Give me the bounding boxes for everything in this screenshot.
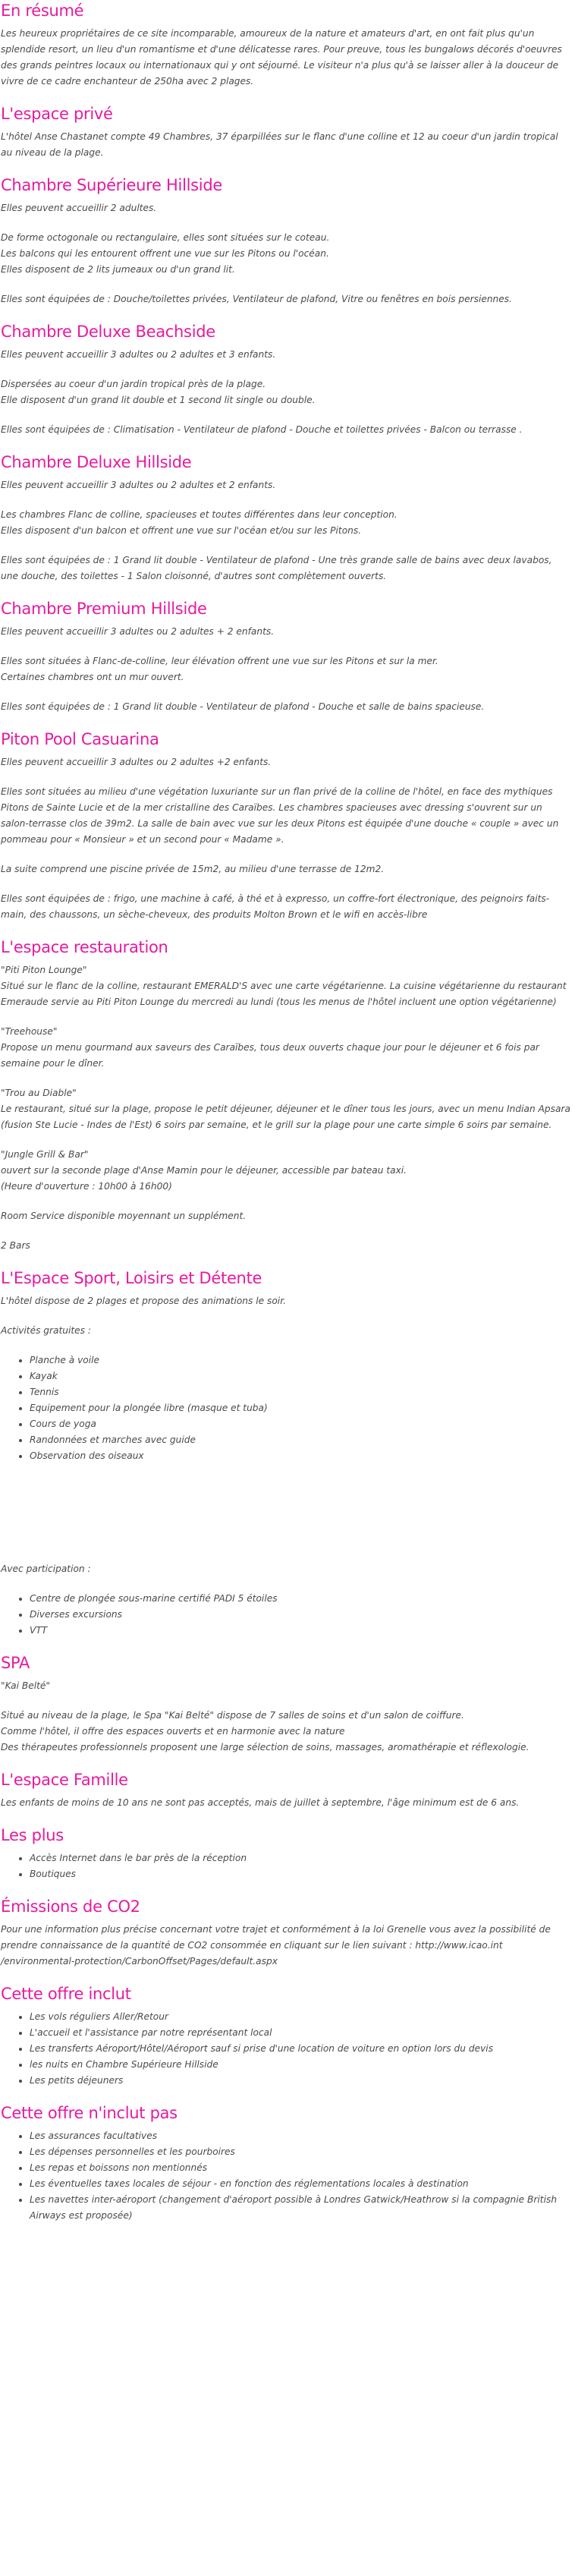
section-heading: SPA [1,1654,30,1672]
list-item: • Les dépenses personnelles et les pourboires [30,2144,571,2160]
paragraph: L'hôtel dispose de 2 plages et propose des animations le soir. [1,1296,286,1306]
paragraph: Les heureux propriétaires de ce site incomparable, amoureux de la nature et amateurs d'art, en ont fait plus qu'un splendide resort, un lieu d'un romantisme et d'une délicatesse rares. Pour preuve, tous les bungalows décorés d'oeuvres des grands peintres locaux ou internationaux qui y ont séjourné. Le visiteur n'a plus qu'à se laisser aller à la douceur de vivre de ce cadre enchanteur de 250ha avec 2 plages. [1,28,562,87]
list-item: • Les éventuelles taxes locales de séjour - en fonction des réglementations locales à destination [30,2176,571,2192]
paragraph: Elles peuvent accueillir 3 adultes ou 2 adultes + 2 enfants. [1,626,275,637]
section-chambre-deluxe-beachside [1,321,571,438]
bullet-list [1,2009,571,2089]
paragraph: "Jungle Grill & Bar" ouvert sur la seconde plage d'Anse Mamin pour le déjeuner, accessible par bateau taxi. (Heure d'ouverture : 10h00 à 16h00) [1,1149,407,1192]
section-heading: Chambre Deluxe Beachside [1,323,215,341]
paragraph: Elles sont équipées de : Douche/toilettes privées, Ventilateur de plafond, Vitre ou fenêtres en bois persiennes. [1,294,513,304]
paragraph: Les enfants de moins de 10 ans ne sont pas acceptés, mais de juillet à septembre, l'âge minimum est de 6 ans. [1,1797,520,1808]
section-chambre-superieure-hillside [1,175,571,307]
paragraph: Elles peuvent accueillir 3 adultes ou 2 adultes et 2 enfants. [1,480,276,490]
list-item: • les nuits en Chambre Supérieure Hillside [30,2057,571,2073]
section-heading: Les plus [1,1826,64,1844]
list-item: • Centre de plongée sous-marine certifié PADI 5 étoiles [30,1591,571,1607]
paragraph: 2 Bars [1,1240,30,1251]
list-item: • Les petits déjeuners [30,2073,571,2089]
section-heading: Chambre Premium Hillside [1,600,207,618]
paragraph: Pour une information plus précise concernant votre trajet et conformément à la loi Grenelle vous avez la possibilité de prendre connaissance de la quantité de CO2 consommée en cliquant sur le lien suivant : http://www.icao.int /environmental-protection/CarbonOffset/Pages/default.aspx [1,1924,551,1967]
section-heading: Émissions de CO2 [1,1897,140,1916]
section-l-espace-famille [1,1769,571,1811]
paragraph: Elles sont situées à Flanc-de-colline, leur élévation offrent une vue sur les Pitons et sur la mer. Certaines chambres ont un mur ouvert. [1,656,438,682]
paragraph: De forme octogonale ou rectangulaire, elles sont situées sur le coteau. Les balcons qui les entourent offrent une vue sur les Pitons ou l'océan. Elles disposent de 2 lits jumeaux ou d'un grand lit. [1,232,330,275]
section-en-resume [1,0,571,90]
section-emissions-de-co2 [1,1896,571,1970]
list-item: • Observation des oiseaux [30,1448,571,1464]
paragraph: Situé au niveau de la plage, le Spa "Kai Belté" dispose de 7 salles de soins et d'un salon de coiffure. Comme l'hôtel, il offre des espaces ouverts et en harmonie avec la nature Des thérapeutes professionnels proposent une large sélection de soins, massages, aromathérapie et réflexologie. [1,1710,529,1752]
list-item: • VTT [30,1623,571,1639]
section-l-espace-sport-loisirs-et-detente [1,1268,571,1639]
section-heading: L'espace Famille [1,1771,128,1789]
bullet-list [1,1591,571,1639]
paragraph: Elles peuvent accueillir 3 adultes ou 2 adultes et 3 enfants. [1,349,276,360]
list-item: • Les vols réguliers Aller/Retour [30,2009,571,2025]
paragraph: "Trou au Diable" Le restaurant, situé sur la plage, propose le petit déjeuner, déjeuner et le dîner tous les jours, avec un menu Indian Apsara (fusion Ste Lucie - Indes de l'Est) 6 soirs par semaine, et le grill sur la plage pour une carte simple 6 soirs par semaine. [1,1088,570,1130]
section-heading: Cette offre inclut [1,1985,131,2003]
section-heading: L'espace privé [1,105,113,123]
list-item: • Randonnées et marches avec guide [30,1432,571,1448]
list-item: • Accès Internet dans le bar près de la réception [30,1850,571,1866]
bullet-list [1,1353,571,1464]
paragraph: Elles sont équipées de : 1 Grand lit double - Ventilateur de plafond - Une très grande salle de bains avec deux lavabos, une douche, des toilettes - 1 Salon cloisonné, d'autres sont complètement ouverts. [1,555,552,581]
paragraph: Elles sont équipées de : 1 Grand lit double - Ventilateur de plafond - Douche et salle de bains spacieuse. [1,701,485,712]
bullet-list [1,1850,571,1882]
list-item: • Tennis [30,1384,571,1400]
section-cette-offre-inclut [1,1983,571,2089]
list-item: • Les repas et boissons non mentionnés [30,2160,571,2176]
section-heading: Chambre Supérieure Hillside [1,176,222,194]
section-spa [1,1652,571,1756]
paragraph: Room Service disponible moyennant un supplément. [1,1211,247,1221]
paragraph: Activités gratuites : [1,1325,92,1336]
list-item: • Kayak [30,1368,571,1384]
list-item: • Planche à voile [30,1353,571,1368]
paragraph: Avec participation : [1,1564,91,1574]
list-item: • Les assurances facultatives [30,2128,571,2144]
paragraph: Elles sont situées au milieu d'une végétation luxuriante sur un flan privé de la colline de l'hôtel, en face des mythiques Pitons de Sainte Lucie et de la mer cristalline des Caraïbes. Les chambres spacieuses avec dressing s'ouvrent sur un salon-terrasse clos de 39m2. La salle de bain avec vue sur les deux Pitons est équipée d'une douche « couple » avec un pommeau pour « Monsieur » et un second pour « Madame ». [1,786,559,845]
section-les-plus [1,1825,571,1882]
paragraph: "Piti Piton Lounge" Situé sur le flanc de la colline, restaurant EMERALD'S avec une carte végétarienne. La cuisine végétarienne du restaurant Emeraude servie au Piti Piton Lounge du mercredi au lundi (tous les menus de l'hôtel incluent une option végétarienne) [1,965,567,1007]
paragraph: Dispersées au coeur d'un jardin tropical près de la plage. Elle disposent d'un grand lit double et 1 second lit single ou double. [1,379,316,405]
section-heading: Chambre Deluxe Hillside [1,453,192,471]
list-item: • Cours de yoga [30,1416,571,1432]
section-l-espace-prive [1,103,571,161]
paragraph: Elles peuvent accueillir 2 adultes. [1,203,157,213]
section-heading: En résumé [1,2,84,20]
section-cette-offre-n-inclut-pas [1,2102,571,2224]
paragraph: "Kai Belté" [1,1680,51,1691]
spacer [1,1478,571,1561]
list-item: • Boutiques [30,1866,571,1882]
section-piton-pool-casuarina [1,729,571,923]
section-chambre-deluxe-hillside [1,452,571,584]
list-item: • Equipement pour la plongée libre (masque et tuba) [30,1400,571,1416]
paragraph: Les chambres Flanc de colline, spacieuses et toutes différentes dans leur conception. Elles disposent d'un balcon et offrent une vue sur l'océan et/ou sur les Pitons. [1,509,397,536]
section-chambre-premium-hillside [1,598,571,715]
section-heading: Piton Pool Casuarina [1,730,159,748]
list-item: • Diverses excursions [30,1607,571,1623]
paragraph: Elles peuvent accueillir 3 adultes ou 2 adultes +2 enfants. [1,757,272,767]
list-item: • L'accueil et l'assistance par notre représentant local [30,2025,571,2041]
paragraph: "Treehouse" Propose un menu gourmand aux saveurs des Caraïbes, tous deux ouverts chaque jour pour le déjeuner et 6 fois par semaine pour le dîner. [1,1026,539,1069]
paragraph: L'hôtel Anse Chastanet compte 49 Chambres, 37 éparpillées sur le flanc d'une colline et 12 au coeur d'un jardin tropical au niveau de la plage. [1,131,558,158]
list-item: • Les navettes inter-aéroport (changement d'aéroport possible à Londres Gatwick/Heathrow si la compagnie British Airways est proposée) [30,2192,571,2224]
section-l-espace-restauration [1,937,571,1254]
list-item: • Les transferts Aéroport/Hôtel/Aéroport sauf si prise d'une location de voiture en option lors du devis [30,2041,571,2057]
paragraph: Elles sont équipées de : frigo, une machine à café, à thé et à expresso, un coffre-fort électronique, des peignoirs faits-main, des chaussons, un sèche-cheveux, des produits Molton Brown et le wifi en accès-libre [1,893,550,920]
bullet-list [1,2128,571,2224]
section-heading: L'espace restauration [1,938,168,956]
paragraph: Elles sont équipées de : Climatisation - Ventilateur de plafond - Douche et toilettes privées - Balcon ou terrasse . [1,424,523,435]
section-heading: L'Espace Sport, Loisirs et Détente [1,1269,262,1287]
paragraph: La suite comprend une piscine privée de 15m2, au milieu d'une terrasse de 12m2. [1,864,385,874]
section-heading: Cette offre n'inclut pas [1,2104,178,2122]
